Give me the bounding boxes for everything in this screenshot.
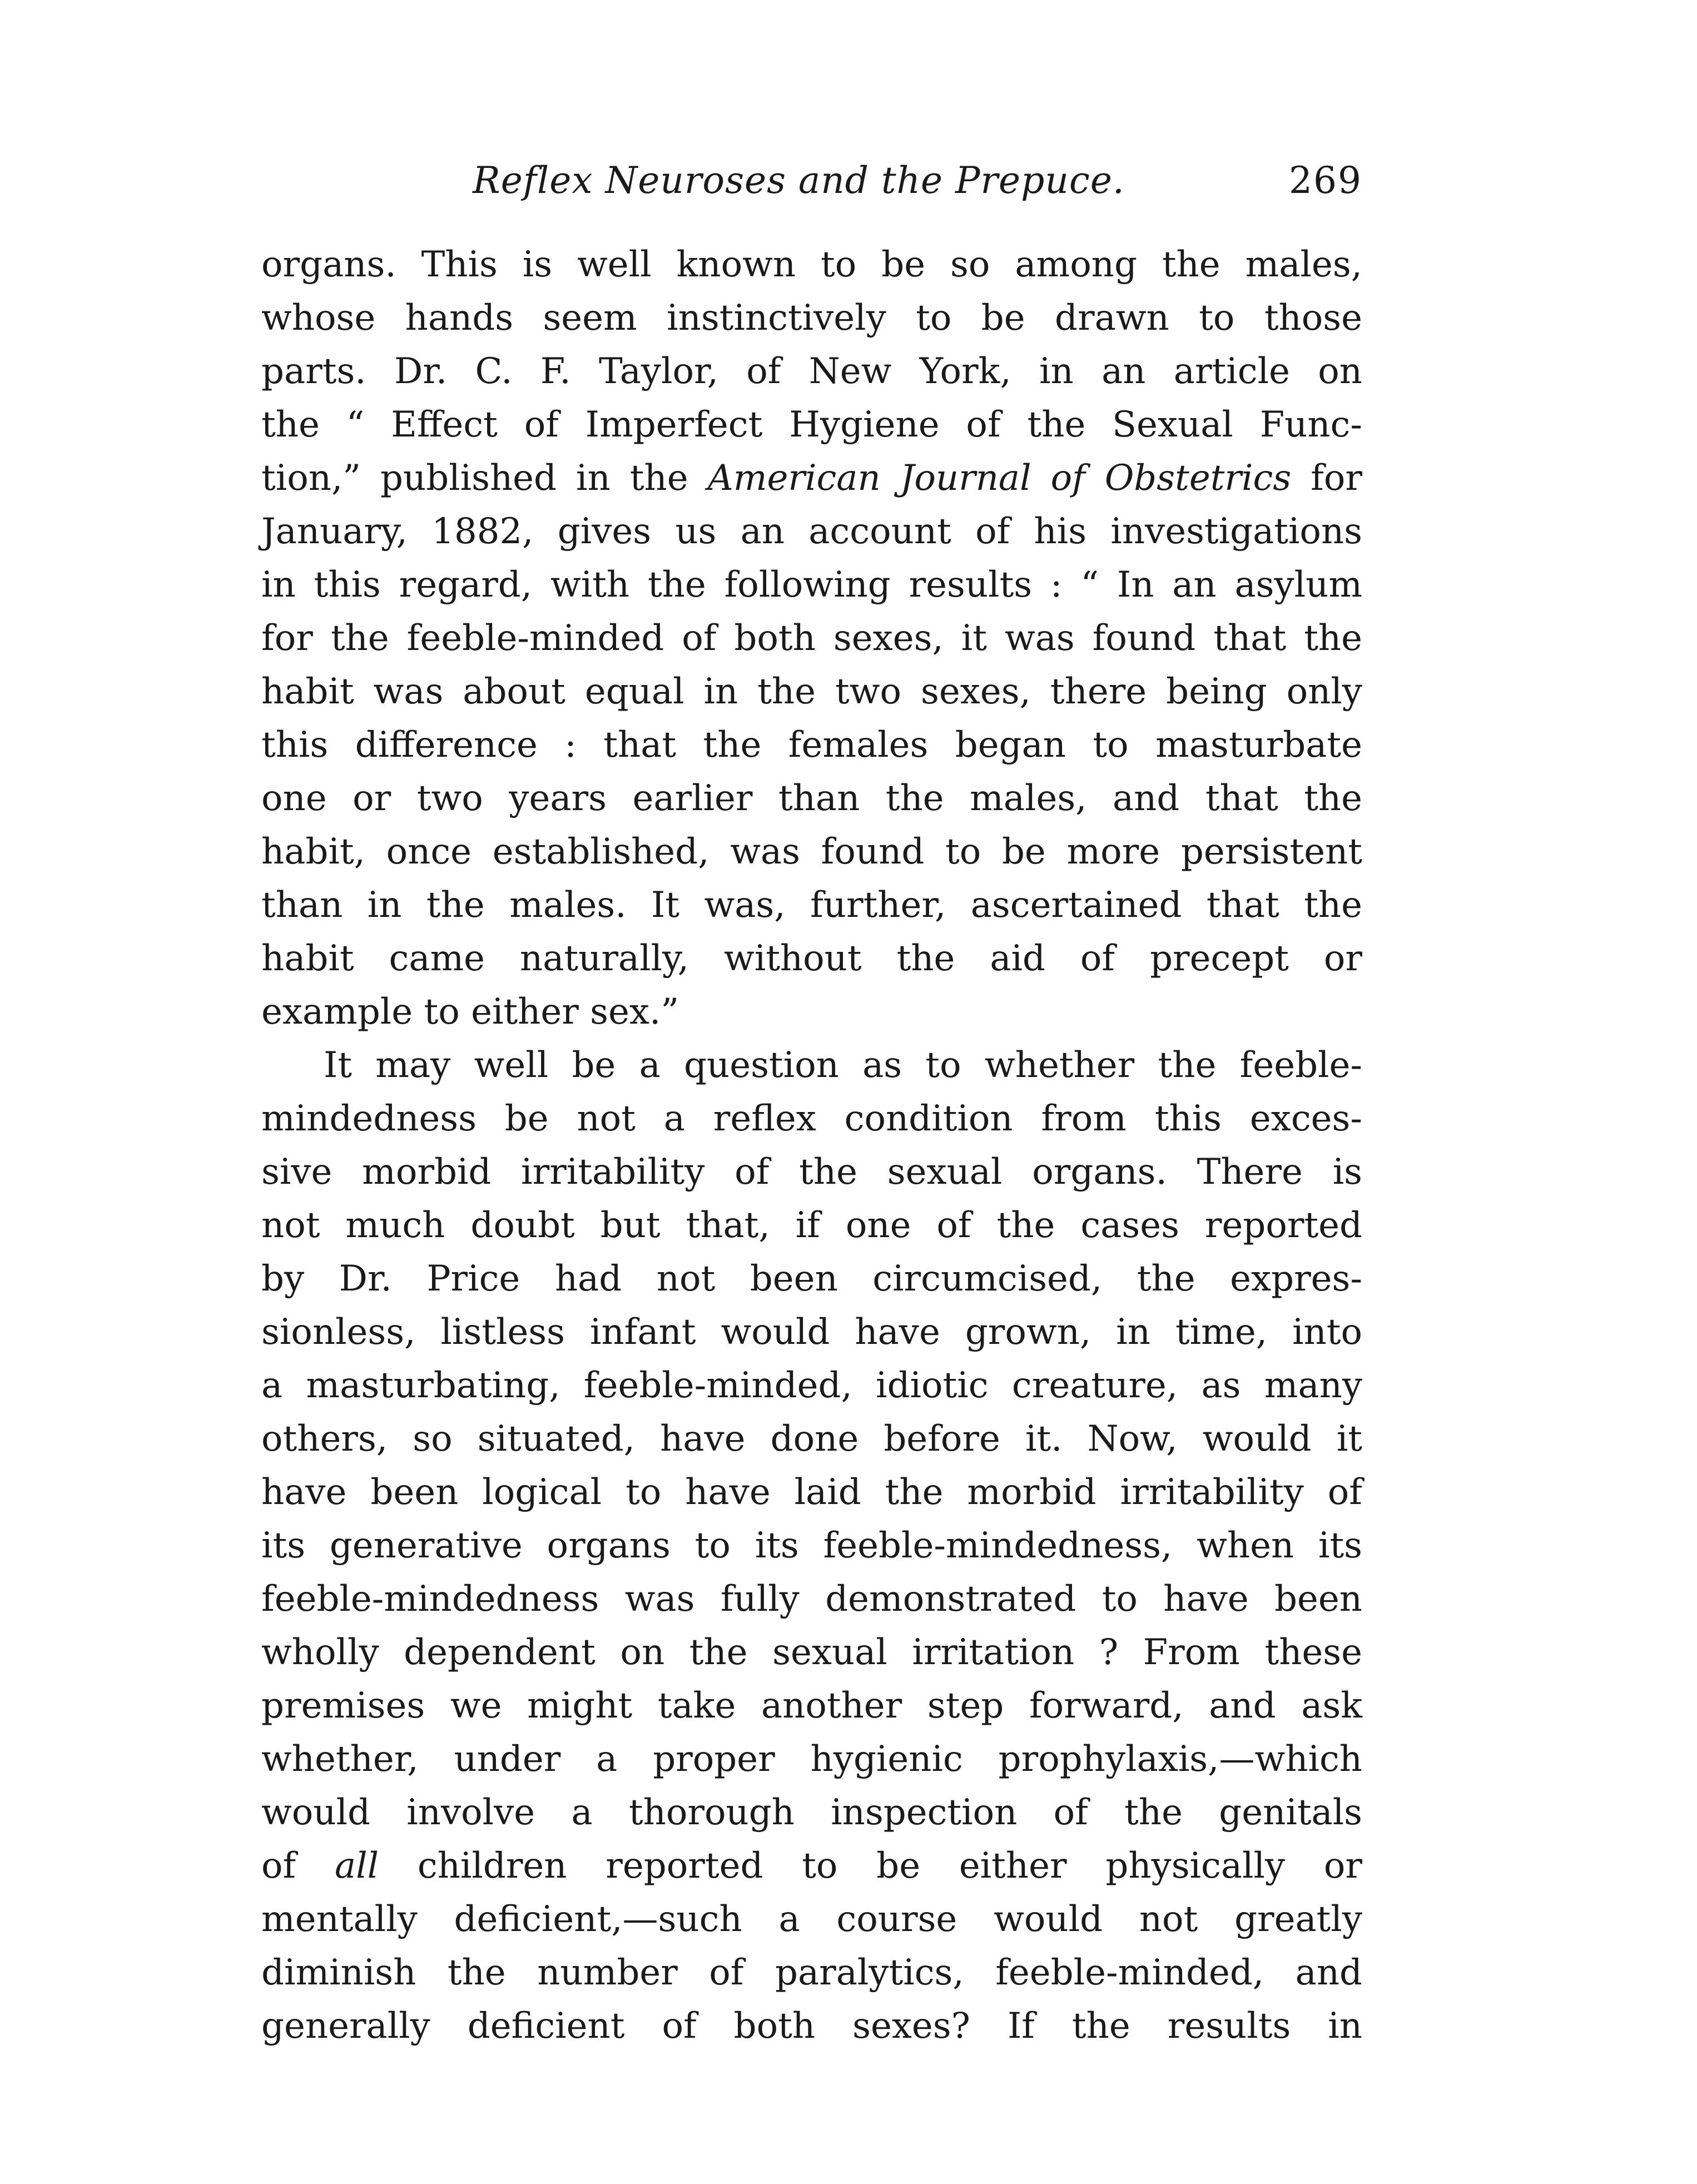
text-line: not much doubt but that, if one of the cases reported: [261, 1205, 1362, 1246]
text-line: parts. Dr. C. F. Taylor, of New York, in an article on: [261, 351, 1362, 392]
text-line: have been logical to have laid the morbid irritability of: [261, 1472, 1362, 1513]
text-line: one or two years earlier than the males, and that the: [261, 778, 1362, 819]
text-line: premises we might take another step forward, and ask: [261, 1685, 1362, 1726]
text-line: wholly dependent on the sexual irritation ? From these: [261, 1632, 1362, 1673]
text-line: sive morbid irritability of the sexual organs. There is: [261, 1151, 1362, 1193]
text-line: generally deficient of both sexes? If the results in: [261, 2006, 1362, 2047]
text-line: example to either sex.”: [261, 991, 679, 1033]
text-line: mindedness be not a reflex condition from this exces-: [261, 1098, 1362, 1139]
journal-title: American Journal of Obstetrics: [707, 458, 1292, 499]
text-line: habit, once established, was found to be more persistent: [261, 831, 1362, 872]
page-header: [261, 150, 1362, 211]
text-line: habit was about equal in the two sexes, there being only: [261, 671, 1362, 712]
body-text: [261, 238, 1362, 2053]
text-line: whose hands seem instinctively to be drawn to those: [261, 297, 1362, 339]
text-line: whether, under a proper hygienic prophylaxis,—which: [261, 1739, 1362, 1780]
page-number: 269: [1289, 159, 1362, 202]
text-line: others, so situated, have done before it. Now, would it: [261, 1418, 1362, 1460]
text-line: the “ Effect of Imperfect Hygiene of the Sexual Func-: [261, 404, 1362, 445]
emphasis-all: all: [335, 1845, 379, 1887]
text-line: a masturbating, feeble-minded, idiotic creature, as many: [261, 1365, 1362, 1406]
text-line: mentally deficient,—such a course would not greatly: [261, 1899, 1362, 1940]
text-line: January, 1882, gives us an account of his investigations: [261, 511, 1362, 552]
text-line: diminish the number of paralytics, feeble-minded, and: [261, 1952, 1362, 1993]
text-line: feeble-mindedness was fully demonstrated to have been: [261, 1579, 1362, 1620]
text-line: It may well be a question as to whether the feeble-: [324, 1045, 1362, 1086]
text-line: for the feeble-minded of both sexes, it was found that the: [261, 618, 1362, 659]
text-line: tion,” published in the American Journal of Obstetrics for: [261, 458, 1363, 499]
text-line: by Dr. Price had not been circumcised, the expres-: [261, 1258, 1362, 1299]
text-line: of all children reported to be either physically or: [261, 1845, 1363, 1887]
text-line: would involve a thorough inspection of the genitals: [261, 1792, 1362, 1833]
text-line: organs. This is well known to be so among the males,: [261, 244, 1362, 285]
text-line: sionless, listless infant would have grown, in time, into: [261, 1312, 1362, 1353]
text-line: habit came naturally, without the aid of precept or: [261, 938, 1362, 979]
text-line: in this regard, with the following results : “ In an asylum: [261, 564, 1362, 605]
text-line: its generative organs to its feeble-mindedness, when its: [261, 1525, 1362, 1566]
text-line: this difference : that the females began to masturbate: [261, 724, 1362, 766]
text-line: than in the males. It was, further, ascertained that the: [261, 885, 1362, 926]
running-title: Reflex Neuroses and the Prepuce.: [473, 159, 1125, 202]
